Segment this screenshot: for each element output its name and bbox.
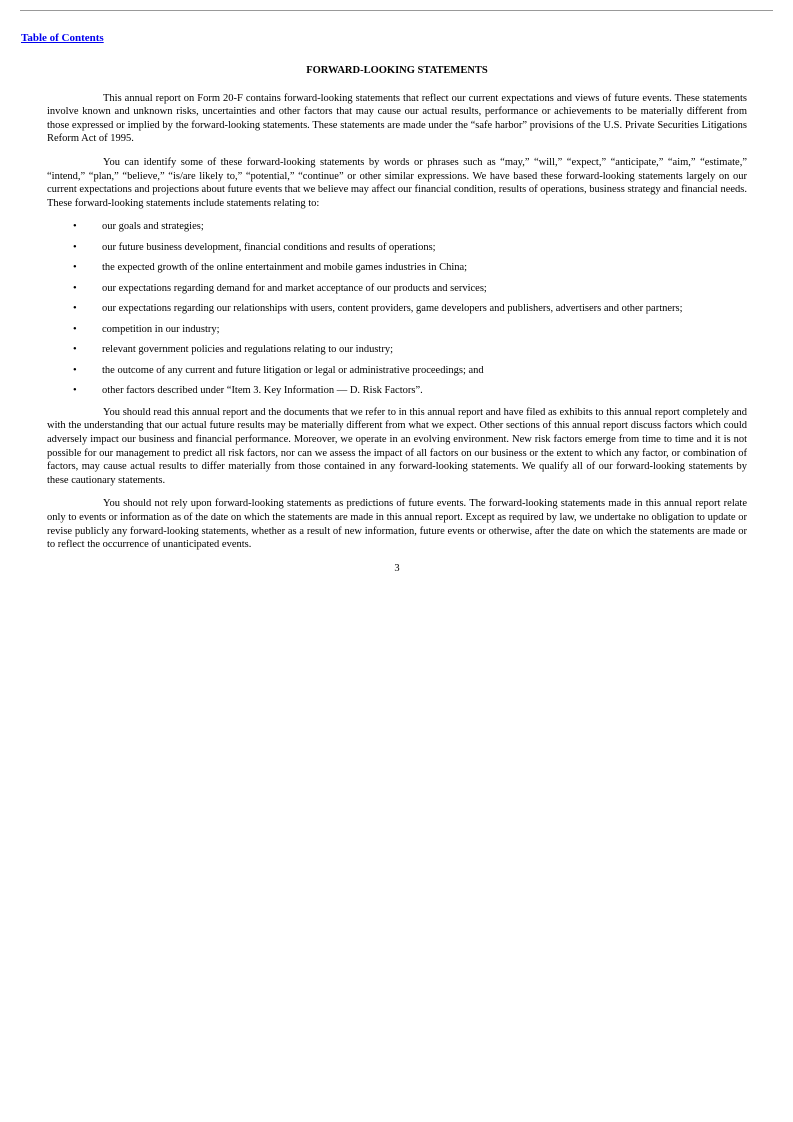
no-reliance-paragraph: You should not rely upon forward-looking statements as predictions of future events. The forward-looking statements made in this annual report relate only to events or information as of the date on which the statements are made in this annual report. Except as required by law, we undertake no obligation to update or revise publicly any forward-looking statements, whether as a result of new information, future events or otherwise, after the date on which the statements are made or to reflect the occurrence of unanticipated events.	[47, 498, 747, 551]
list-item-text: the outcome of any current and future litigation or legal or administrative proceedings; and	[102, 364, 484, 376]
bullet-icon: •	[73, 282, 77, 294]
list-item-text: relevant government policies and regulations relating to our industry;	[102, 344, 394, 356]
list-item	[47, 261, 747, 275]
page-content	[47, 64, 747, 575]
list-item	[47, 241, 747, 255]
bullet-icon: •	[73, 262, 77, 274]
list-item-text: other factors described under “Item 3. Key Information — D. Risk Factors”.	[102, 385, 423, 397]
identify-paragraph: You can identify some of these forward-looking statements by words or phrases such as “may,” “will,” “expect,” “anticipate,” “aim,” “estimate,” “intend,” “plan,” “believe,” “is/are likely to,” “potential,” “continue” or other similar expressions. We have based these forward-looking statements largely on our current expectations and projections about future events that we believe may affect our financial condition, results of operations, business strategy and financial needs. These forward-looking statements include statements relating to:	[47, 156, 747, 209]
top-divider	[20, 10, 773, 11]
bullet-icon: •	[73, 221, 77, 233]
bullet-icon: •	[73, 344, 77, 356]
list-item-text: our future business development, financial conditions and results of operations;	[102, 241, 436, 253]
bullet-icon: •	[73, 364, 77, 376]
bullet-icon: •	[73, 241, 77, 253]
bullet-icon: •	[73, 323, 77, 335]
list-item	[47, 343, 747, 357]
list-item	[47, 282, 747, 296]
list-item-text: competition in our industry;	[102, 323, 220, 335]
list-item	[47, 364, 747, 378]
list-item	[47, 323, 747, 337]
list-item-text: our goals and strategies;	[102, 221, 204, 233]
list-item	[47, 384, 747, 398]
intro-paragraph: This annual report on Form 20-F contains forward-looking statements that reflect our current expectations and views of future events. These statements involve known and unknown risks, uncertainties and other factors that may cause our actual results, performance or achievements to be materially different from those expressed or implied by the forward-looking statements. These statements are made under the “safe harbor” provisions of the U.S. Private Securities Litigations Reform Act of 1995.	[47, 92, 747, 145]
list-item-text: the expected growth of the online entertainment and mobile games industries in China;	[102, 262, 468, 274]
list-item-text: our expectations regarding demand for and market acceptance of our products and services;	[102, 282, 487, 294]
bullet-icon: •	[73, 303, 77, 315]
list-item	[47, 220, 747, 234]
read-report-paragraph: You should read this annual report and the documents that we refer to in this annual report and have filed as exhibits to this annual report completely and with the understanding that our actual future results may be materially different from what we expect. Other sections of this annual report discuss factors which could adversely impact our business and financial performance. Moreover, we operate in an evolving environment. New risk factors emerge from time to time and it is not possible for our management to predict all risk factors, nor can we assess the impact of all factors on our business or the extent to which any factor, or combination of factors, may cause actual results to differ materially from those contained in any forward-looking statements. We qualify all of our forward-looking statements by these cautionary statements.	[47, 406, 747, 486]
page-number: 3	[394, 562, 400, 574]
list-item-text: our expectations regarding our relationships with users, content providers, game developers and publishers, advertisers and other partners;	[102, 303, 683, 315]
table-of-contents-link[interactable]: Table of Contents	[21, 32, 104, 44]
bullet-icon: •	[73, 385, 77, 397]
forward-looking-topics-list	[47, 220, 747, 397]
list-item	[47, 302, 747, 316]
section-title: FORWARD-LOOKING STATEMENTS	[306, 65, 488, 76]
